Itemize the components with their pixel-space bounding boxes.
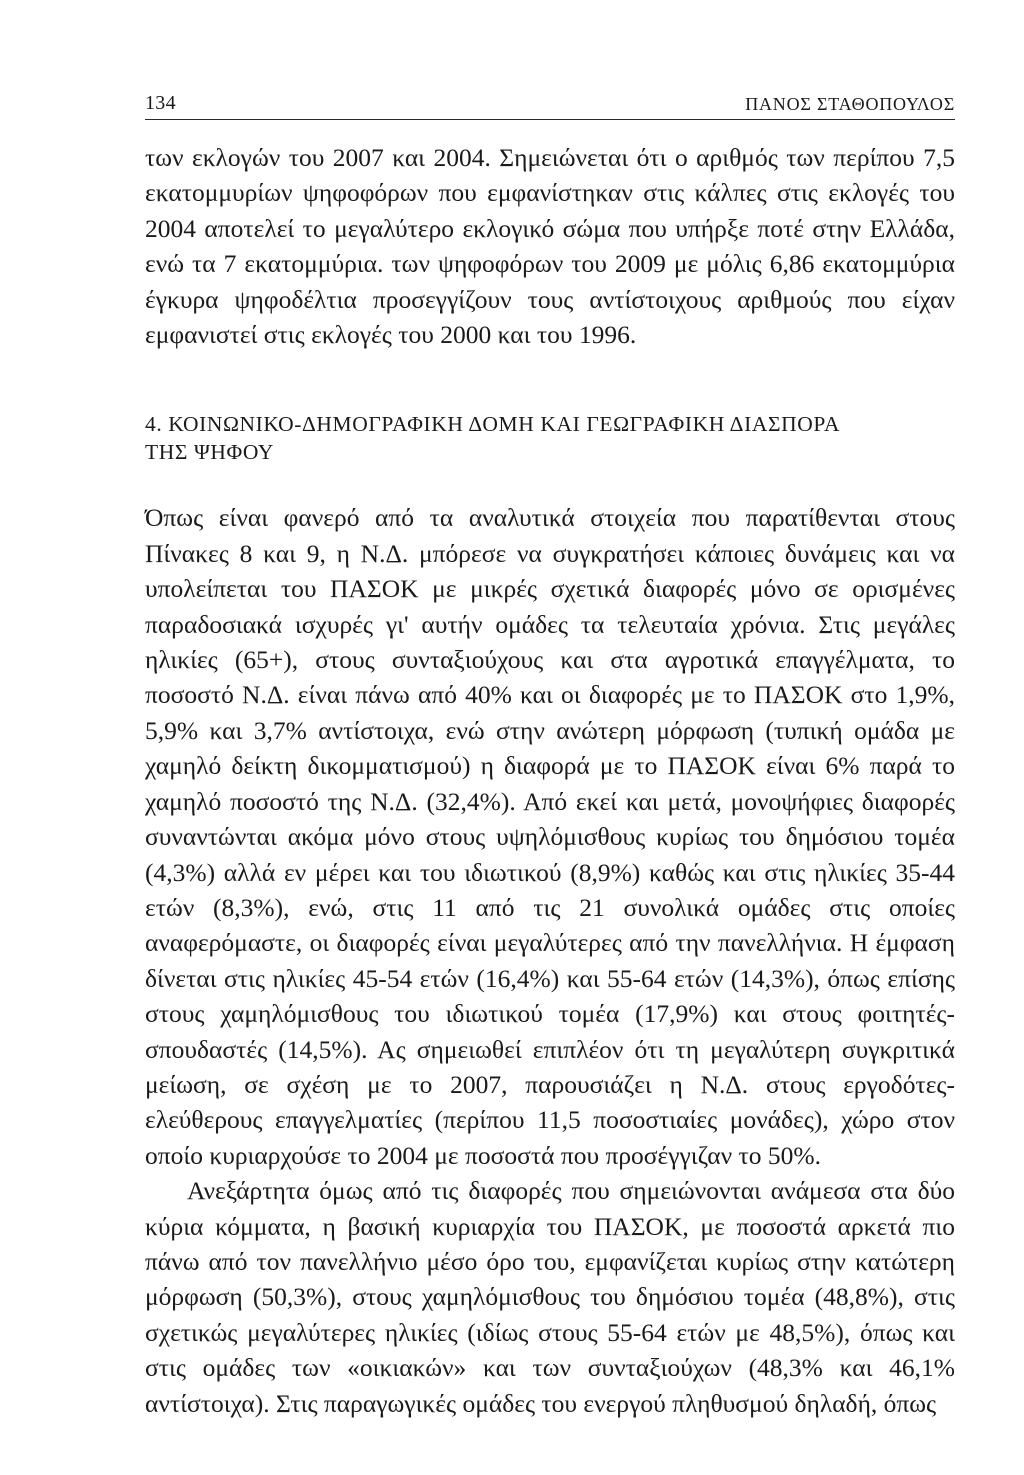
section-heading-line-2: ΤΗΣ ΨΗΦΟΥ [145, 440, 275, 465]
section-paragraph-2: Ανεξάρτητα όμως από τις διαφορές που σημειώνονται ανάμεσα στα δύο κύρια κόμματα, η βασική κυριαρχία του ΠΑΣΟΚ, με ποσοστά αρκετά πιο πάνω από τον πανελλήνιο μέσο όρο του, εμφανίζεται κυρίως στην κατώτερη μόρφωση (50,3%), στους χαμηλόμισθους του δημόσιου τομέα (48,8%), στις σχετικώς μεγαλύτερες ηλικίες (ιδίως στους 55-64 ετών με 48,5%), όπως και στις ομάδες των «οικιακών» και των συνταξιούχων (48,3% και 46,1% αντίστοιχα). Στις παραγωγικές ομάδες του ενεργού πληθυσμού δηλαδή, όπως [145, 1176, 955, 1418]
section-paragraph-1: Όπως είναι φανερό από τα αναλυτικά στοιχεία που παρατίθενται στους Πίνακες 8 και 9, η Ν.Δ. μπόρεσε να συγκρατήσει κάποιες δυνάμεις και να υπολείπεται του ΠΑΣΟΚ με μικρές σχετικά διαφορές μόνο σε ορισμένες παραδοσιακά ισχυρές γι' αυτήν ομάδες τα τελευταία χρόνια. Στις μεγάλες ηλικίες (65+), στους συνταξιούχους και στα αγροτικά επαγγέλματα, το ποσοστό Ν.Δ. είναι πάνω από 40% και οι διαφορές με το ΠΑΣΟΚ στο 1,9%, 5,9% και 3,7% αντίστοιχα, ενώ στην ανώτερη μόρφωση (τυπική ομάδα με χαμηλό δείκτη δικομματισμού) η διαφορά με το ΠΑΣΟΚ είναι 6% παρά το χαμηλό ποσοστό της Ν.Δ. (32,4%). Από εκεί και μετά, μονοψήφιες διαφορές συναντώνται ακόμα μόνο στους υψηλόμισθους κυρίως του δημόσιου τομέα (4,3%) αλλά εν μέρει και του ιδιωτικού (8,9%) καθώς και στις ηλικίες 35-44 ετών (8,3%), ενώ, στις 11 από τις 21 συνολικά ομάδες στις οποίες αναφερόμαστε, οι διαφορές είναι μεγαλύτερες από την πανελλήνια. Η έμφαση δίνεται στις ηλικίες 45-54 ετών (16,4%) και 55-64 ετών (14,3%), όπως επίσης στους χαμηλόμισθους του ιδιωτικού τομέα (17,9%) και στους φοιτητές-σπουδαστές (14,5%). Ας σημειωθεί επιπλέον ότι τη μεγαλύτερη συγκριτικά μείωση, σε σχέση με το 2007, παρουσιάζει η Ν.Δ. στους εργοδότες-ελεύθερους επαγγελματίες (περίπου 11,5 ποσοστιαίες μονάδες), χώρο στον οποίο κυριαρχούσε το 2004 με ποσοστά που προσέγγιζαν το 50%. [145, 503, 955, 1170]
page-body [145, 140, 955, 1421]
intro-paragraph: των εκλογών του 2007 και 2004. Σημειώνεται ότι ο αριθμός των περίπου 7,5 εκατομμυρίων ψηφοφόρων που εμφανίστηκαν στις κάλπες στις εκλογές του 2004 αποτελεί το μεγαλύτερο εκλογικό σώμα που υπήρξε ποτέ στην Ελλάδα, ενώ τα 7 εκατομμύρια. των ψηφοφόρων του 2009 με μόλις 6,86 εκατομμύρια έγκυρα ψηφοδέλτια προσεγγίζουν τους αντίστοιχους αριθμούς που είχαν εμφανιστεί στις εκλογές του 2000 και του 1996. [145, 143, 955, 350]
running-header-author: ΠΑΝΟΣ ΣΤΑΘΟΠΟΥΛΟΣ [745, 94, 955, 114]
page-number: 134 [145, 92, 176, 114]
book-page [145, 92, 955, 1432]
running-header [145, 92, 955, 120]
section-heading [145, 410, 955, 466]
section-heading-line-1: 4. ΚΟΙΝΩΝΙΚΟ-ΔΗΜΟΓΡΑΦΙΚΗ ΔΟΜΗ ΚΑΙ ΓΕΩΓΡΑΦΙΚΗ ΔΙΑΣΠΟΡΑ [145, 412, 841, 437]
